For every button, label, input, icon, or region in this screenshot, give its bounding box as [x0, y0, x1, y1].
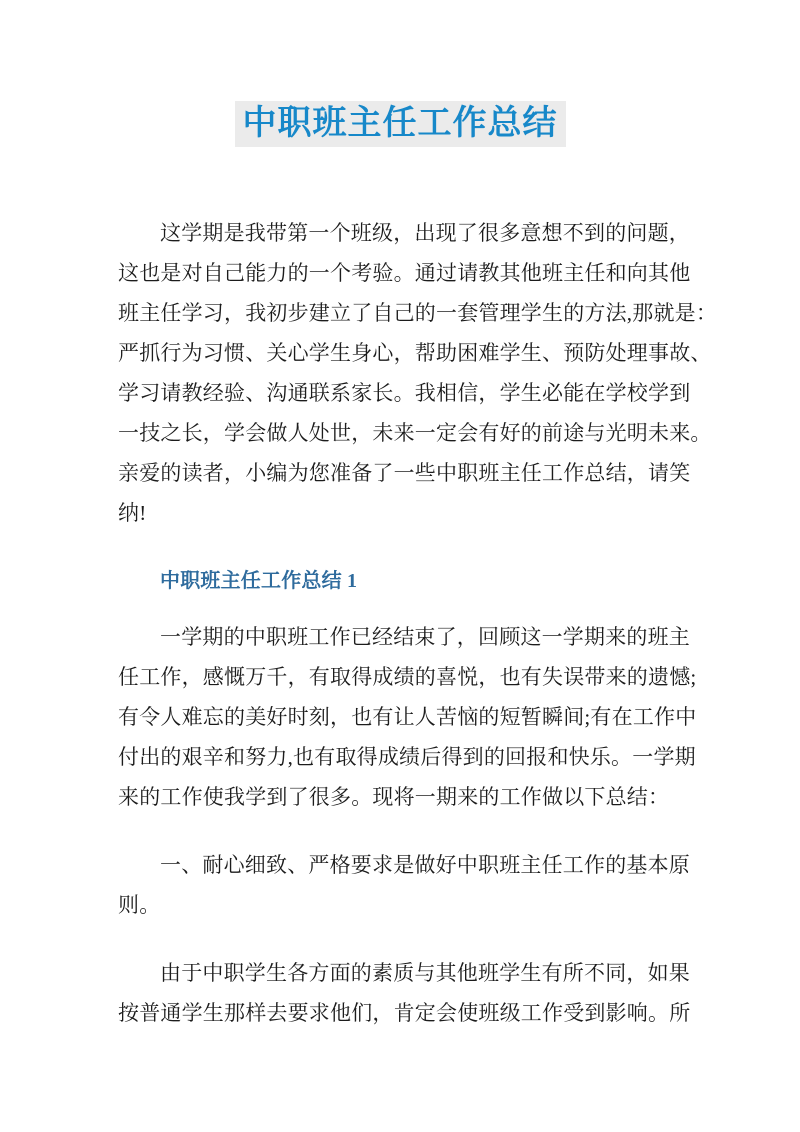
text-line: 付出的艰辛和努力,也有取得成绩后得到的回报和快乐。一学期: [118, 745, 696, 769]
title-row: [0, 0, 800, 147]
paragraph: [118, 845, 718, 925]
section-heading: [118, 561, 718, 601]
text-line: 有令人难忘的美好时刻，也有让人苦恼的短暂瞬间;有在工作中: [118, 705, 697, 729]
section-heading-text: 中职班主任工作总结 1: [160, 570, 358, 592]
text-line: 任工作，感慨万千，有取得成绩的喜悦，也有失误带来的遗憾;: [118, 665, 697, 689]
text-line: 这学期是我带第一个班级，出现了很多意想不到的问题，: [160, 221, 690, 245]
text-line: 来的工作使我学到了很多。现将一期来的工作做以下总结：: [118, 785, 670, 809]
text-line: 严抓行为习惯、关心学生身心，帮助困难学生、预防处理事故、: [118, 341, 712, 365]
text-line: 一学期的中职班工作已经结束了，回顾这一学期来的班主: [160, 625, 690, 649]
paragraph: [118, 213, 718, 533]
text-line: 班主任学习，我初步建立了自己的一套管理学生的方法,那就是：: [118, 301, 718, 325]
text-line: 一技之长，学会做人处世，未来一定会有好的前途与光明未来。: [118, 421, 712, 445]
text-line: 则。: [118, 893, 161, 917]
text-line: 纳!: [118, 501, 147, 525]
text-line: 学习请教经验、沟通联系家长。我相信，学生必能在学校学到: [118, 381, 691, 405]
page-title: 中职班主任工作总结: [235, 101, 566, 147]
text-line: 亲爱的读者，小编为您准备了一些中职班主任工作总结，请笑: [118, 461, 691, 485]
text-line: 这也是对自己能力的一个考验。通过请教其他班主任和向其他: [118, 261, 691, 285]
text-line: 一、耐心细致、严格要求是做好中职班主任工作的基本原: [160, 853, 690, 877]
text-line: 按普通学生那样去要求他们，肯定会使班级工作受到影响。所: [118, 1001, 691, 1025]
text-line: 由于中职学生各方面的素质与其他班学生有所不同，如果: [160, 961, 690, 985]
paragraph: [118, 953, 718, 1033]
paragraph: [118, 617, 718, 817]
document-body: [118, 213, 718, 1033]
